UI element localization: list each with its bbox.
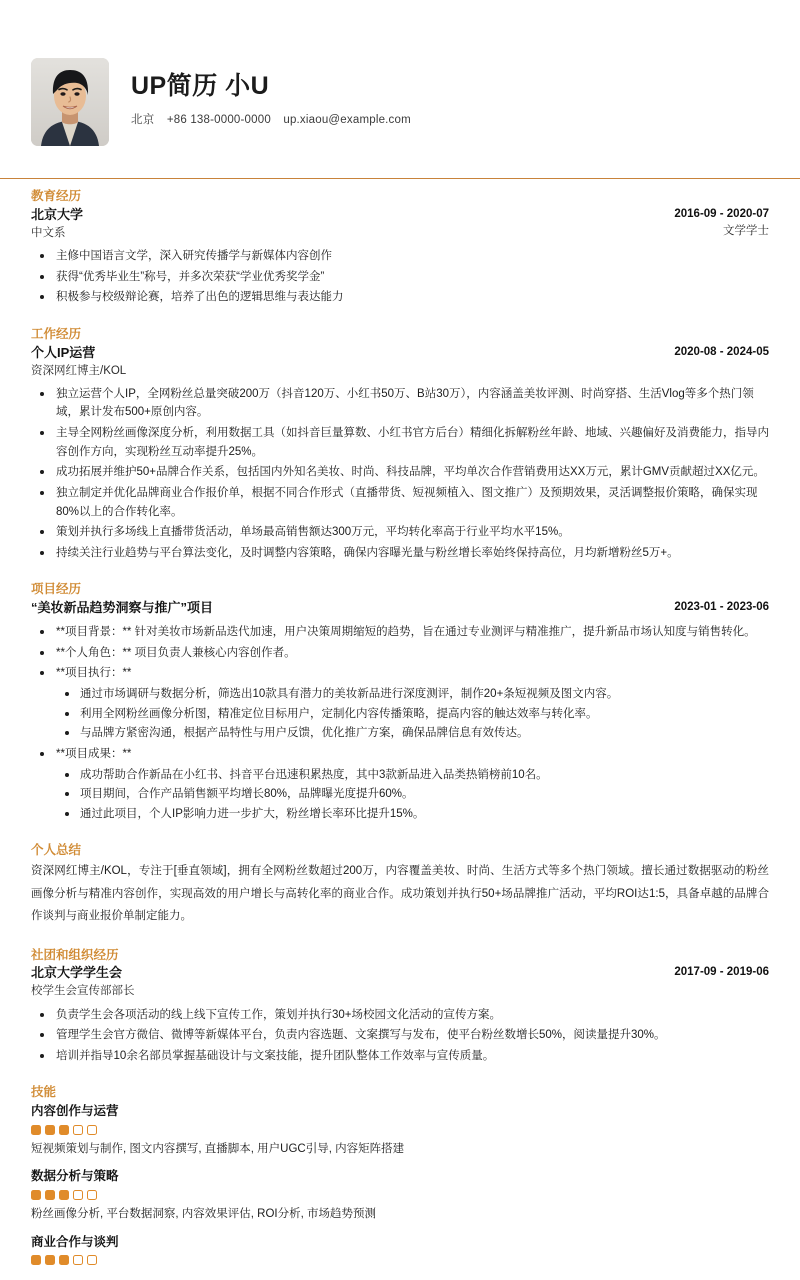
rating-dot-empty [87,1255,97,1265]
education-bullets [31,247,769,307]
bullet-item: 积极参与校级辩论赛，培养了出色的逻辑思维与表达能力 [31,288,769,307]
education-entry-left [31,206,660,242]
rating-dot-filled [59,1125,69,1135]
project-date: 2023-01 - 2023-06 [674,601,769,614]
rating-dot-filled [31,1255,41,1265]
education-entry-right [660,206,769,240]
work-date: 2020-08 - 2024-05 [674,345,769,358]
section-title-skills: 技能 [31,1085,57,1100]
contact-phone: +86 138-0000-0000 [166,114,271,127]
rating-dot-filled [59,1255,69,1265]
education-school: 北京大学 [31,206,84,222]
section-title-education: 教育经历 [31,189,82,203]
section-title-project: 项目经历 [31,582,82,597]
bullet-item: 持续关注行业趋势与平台算法变化，及时调整内容策略，确保内容曝光量与粉丝增长率始终保持高位，月均新增粉丝5万+。 [31,544,769,563]
section-project [31,581,769,823]
skill-description: 粉丝画像分析, 平台数据洞察, 内容效果评估, ROI分析, 市场趋势预测 [31,1208,377,1221]
sub-bullet-item: 与品牌方紧密沟通，根据产品特性与用户反馈，优化推广方案，确保品牌信息有效传达。 [56,724,769,743]
work-entry-right [660,344,769,361]
contact-email: up.xiaou@example.com [283,114,411,127]
rating-dot-filled [31,1125,41,1135]
rating-dot-empty [87,1125,97,1135]
education-major: 中文系 [31,226,66,239]
header-text [131,71,420,133]
work-entry-left [31,344,660,380]
section-title-organization: 社团和组织经历 [31,947,119,962]
sub-bullet-item: 项目期间，合作产品销售额平均增长80%，品牌曝光度提升60%。 [56,785,769,804]
resume-header [0,0,800,146]
contact-line [131,111,420,127]
section-skills [31,1084,769,1265]
skill-block [31,1102,769,1158]
rating-dot-filled [31,1190,41,1200]
skill-rating [31,1190,769,1200]
skill-block [31,1233,769,1266]
section-title-work: 工作经历 [31,326,82,341]
bullet-item: 独立制定并优化品牌商业合作报价单，根据不同合作形式（直播带货、短视频植入、图文推广）及预期效果，灵活调整报价策略，确保实现80%以上的合作转化率。 [31,484,769,521]
rating-dot-filled [45,1255,55,1265]
skill-block [31,1167,769,1223]
contact-location: 北京 [131,114,155,127]
rating-dot-empty [87,1190,97,1200]
avatar [31,58,109,146]
section-work [31,326,769,563]
rating-dot-empty [73,1190,83,1200]
skill-description: 短视频策划与制作, 图文内容撰写, 直播脚本, 用户UGC引导, 内容矩阵搭建 [31,1143,405,1156]
rating-dot-filled [45,1190,55,1200]
work-position: 个人IP运营 [31,344,96,360]
bullet-item: **项目成果：** 成功帮助合作新品在小红书、抖音平台迅速积累热度，其中3款新品进入品类热销榜前10名。 项目期间，合作产品销售额平均增长80%，品牌曝光度提升60%。 通过此项目，个人IP影响力进一步扩大，粉丝增长率环比提升15%。 [31,745,769,824]
summary-text: 资深网红博主/KOL，专注于[垂直领域]，拥有全网粉丝数超过200万，内容覆盖美妆、时尚、生活方式等多个热门领域。擅长通过数据驱动的粉丝画像分析与精准内容创作，实现高效的用户增长与高转化率的商业合作。成功策划并执行50+场品牌推广活动，平均ROI达1:5，具备卓越的品牌合作谈判与商业报价单制定能力。 [31,865,769,923]
work-role: 资深网红博主/KOL [31,364,127,377]
work-bullets [31,385,769,563]
education-entry [31,206,769,242]
bullet-item: **个人角色：** 项目负责人兼核心内容创作者。 [31,644,769,663]
portrait-photo-icon [31,58,109,146]
skill-name: 数据分析与策略 [31,1169,119,1184]
education-degree: 文学学士 [723,224,769,237]
project-entry-left [31,599,660,618]
project-entry [31,599,769,618]
sub-bullet-item: 通过市场调研与数据分析，筛选出10款具有潜力的美妆新品进行深度测评，制作20+条短视频及图文内容。 [56,685,769,704]
bullet-item: 主修中国语言文学，深入研究传播学与新媒体内容创作 [31,247,769,266]
section-title-summary: 个人总结 [31,843,82,858]
skills-list [31,1102,769,1265]
bullet-item: **项目执行：** 通过市场调研与数据分析，筛选出10款具有潜力的美妆新品进行深度测评，制作20+条短视频及图文内容。 利用全网粉丝画像分析图，精准定位目标用户，定制化内容传播策略，提高内容的触达效率与转化率。 与品牌方紧密沟通，根据产品特性与用户反馈，优化推广方案，确保品牌信息有效传达。 [31,664,769,743]
rating-dot-empty [73,1255,83,1265]
bullet-item: **项目背景：** 针对美妆市场新品迭代加速，用户决策周期缩短的趋势，旨在通过专业测评与精准推广，提升新品市场认知度与销售转化。 [31,623,769,642]
rating-dot-empty [73,1125,83,1135]
bullet-item: 培训并指导10余名部员掌握基础设计与文案技能，提升团队整体工作效率与宣传质量。 [31,1047,769,1066]
bullet-item: 成功拓展并维护50+品牌合作关系，包括国内外知名美妆、时尚、科技品牌，平均单次合作营销费用达XX万元，累计GMV贡献超过XX亿元。 [31,463,769,482]
organization-role: 校学生会宣传部部长 [31,985,135,998]
organization-entry-left [31,964,660,1000]
section-organization [31,947,769,1066]
skill-rating [31,1255,769,1265]
bullet-item: 独立运营个人IP，全网粉丝总量突破200万（抖音120万、小红书50万、B站30万），内容涵盖美妆评测、时尚穿搭、生活Vlog等多个热门领域，累计发布500+原创内容。 [31,385,769,422]
organization-entry [31,964,769,1000]
section-education [31,188,769,307]
bullet-item: 负责学生会各项活动的线上线下宣传工作，策划并执行30+场校园文化活动的宣传方案。 [31,1006,769,1025]
page-title: UP简历 小U [131,71,270,100]
resume-body [0,188,800,1280]
rating-dot-filled [45,1125,55,1135]
project-entry-right [660,599,769,616]
work-entry [31,344,769,380]
organization-name: 北京大学学生会 [31,965,123,981]
skill-rating [31,1125,769,1135]
section-summary [31,842,769,927]
sub-bullet-list [56,766,769,824]
sub-bullet-item: 成功帮助合作新品在小红书、抖音平台迅速积累热度，其中3款新品进入品类热销榜前10名。 [56,766,769,785]
organization-entry-right [660,964,769,981]
rating-dot-filled [59,1190,69,1200]
sub-bullet-item: 利用全网粉丝画像分析图，精准定位目标用户，定制化内容传播策略，提高内容的触达效率与转化率。 [56,705,769,724]
skill-name: 商业合作与谈判 [31,1234,119,1249]
project-name: “美妆新品趋势洞察与推广”项目 [31,600,214,616]
skill-name: 内容创作与运营 [31,1104,119,1119]
bullet-item: 主导全网粉丝画像深度分析，利用数据工具（如抖音巨量算数、小红书官方后台）精细化拆解粉丝年龄、地域、兴趣偏好及消费能力，指导内容创作方向，实现粉丝互动率提升25%。 [31,424,769,461]
header-divider [0,178,800,179]
bullet-item: 获得“优秀毕业生”称号，并多次荣获“学业优秀奖学金” [31,268,769,287]
bullet-item: 策划并执行多场线上直播带货活动，单场最高销售额达300万元，平均转化率高于行业平均水平15%。 [31,523,769,542]
organization-date: 2017-09 - 2019-06 [674,966,769,979]
bullet-item: 管理学生会官方微信、微博等新媒体平台，负责内容选题、文案撰写与发布，使平台粉丝数增长50%，阅读量提升30%。 [31,1026,769,1045]
education-date: 2016-09 - 2020-07 [674,207,769,220]
sub-bullet-item: 通过此项目，个人IP影响力进一步扩大，粉丝增长率环比提升15%。 [56,805,769,824]
organization-bullets [31,1006,769,1066]
project-bullets [31,623,769,823]
sub-bullet-list [56,685,769,743]
